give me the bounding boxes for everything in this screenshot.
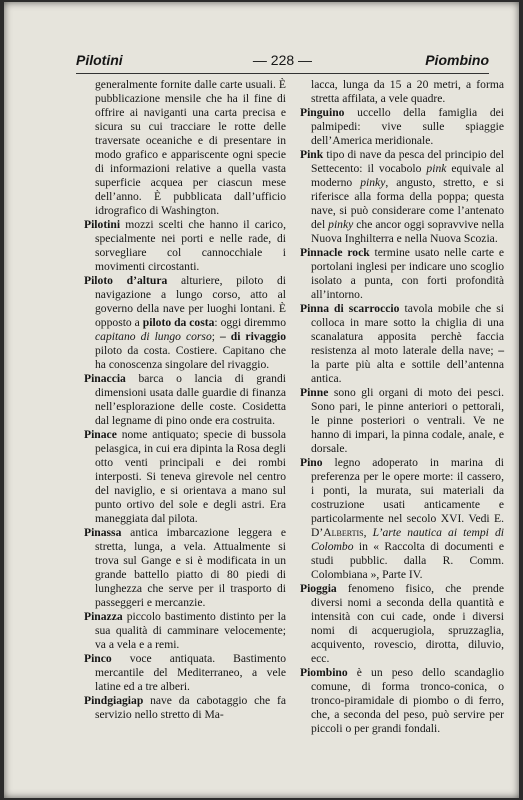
dictionary-entry [84, 78, 286, 218]
dictionary-entry [300, 666, 504, 736]
entry-italic-text: pink [426, 162, 447, 175]
dictionary-entry [300, 246, 504, 302]
entry-text: uccello della famiglia dei palmipedi: vive sulle spiaggie dell’America meridionale. [311, 106, 504, 147]
entry-text: la parte più alta e sottile dell’antenna antica. [311, 358, 504, 385]
header-right-word: Piombino [425, 52, 489, 68]
entry-headword: Pinco [84, 652, 112, 665]
running-header [76, 52, 489, 72]
entry-text: , [363, 526, 373, 539]
entry-text: lacca, lunga da 15 a 20 metri, a forma stretta affilata, a vele quadre. [311, 78, 504, 105]
entry-text: è un peso dello scandaglio comune, di forma tronco-conica, o tronco-piramidale di piombo o di ferro, che, a seconda del peso, può servire per piccoli o per grandi fondali. [311, 666, 504, 735]
dictionary-entry [300, 582, 504, 666]
dictionary-entry [84, 428, 286, 526]
header-left-word: Pilotini [76, 52, 123, 68]
entry-text: fenomeno fisico, che prende diversi nomi a seconda della quantità e intensità con cui cade, onde i diversi nomi di acquerugiola, spruzzaglia, acquivento, rovescio, dirotta, diluvio, ecc. [311, 582, 504, 665]
entry-italic-text: capitano di lungo corso [95, 330, 212, 343]
entry-headword: Pinazza [84, 610, 123, 623]
entry-headword: Pindgiagiap [84, 694, 144, 707]
dictionary-entry [300, 106, 504, 148]
entry-headword: Piloto d’altura [84, 274, 168, 287]
entry-headword: Pinna di scarroccio [300, 302, 400, 315]
entry-headword: – [498, 344, 504, 357]
right-column [300, 78, 504, 736]
entry-text: sono gli organi di moto dei pesci. Sono pari, le pinne anteriori o pettorali, le pinne posteriori o ventrali. Ve ne hanno di impari, la pinna codale, anale, e dorsale. [311, 386, 504, 455]
dictionary-entry [84, 610, 286, 652]
dictionary-entry [300, 148, 504, 246]
entry-headword: Piombino [300, 666, 348, 679]
entry-text: generalmente fornite dalle carte usuali. È pubblicazione mensile che ha il fine di offrire ai naviganti una carta precisa e sicura su cui tracciare le rotte delle traversate oceaniche e di presentare in modo grafico e appariscente ogni specie di informazioni relative a quella vasta superficie acquea per ciascun mese dell’anno. È pubblicata dall’ufficio idrografico di Washington. [95, 78, 286, 217]
entry-headword: – di rivaggio [219, 330, 286, 343]
dictionary-entry [84, 274, 286, 372]
dictionary-entry [84, 372, 286, 428]
entry-text: legno adoperato in marina di preferenza per le opere morte: il cassero, i ponti, la murata, sui materiali da costruzione usati anticamente e particolarmente nel secolo XVI. Vedi E. D’ [311, 456, 504, 539]
entry-headword: Pinace [84, 428, 117, 441]
entry-text: mozzi scelti che hanno il carico, specialmente nei porti e nelle rade, di sorvegliare col cannocchiale i movimenti circostanti. [95, 218, 286, 273]
book-page [4, 2, 519, 798]
dictionary-entry [84, 526, 286, 610]
entry-text: in « Raccolta di documenti e studi pubblic. dalla R. Comm. Colombiana », Parte IV. [311, 540, 504, 581]
entry-text: equivale al moderno [311, 162, 504, 189]
entry-italic-text: pinky [360, 176, 386, 189]
entry-headword: piloto da costa [142, 316, 215, 329]
dictionary-entry [300, 386, 504, 456]
entry-headword: Pinne [300, 386, 329, 399]
entry-text: alturiere, piloto di navigazione a lungo corso, atto al governo della nave per luoghi lontani. È opposto a [95, 274, 286, 329]
entry-italic-text: L’arte nautica ai tempi di Colombo [311, 526, 505, 553]
entry-headword: Pinguino [300, 106, 345, 119]
entry-italic-text: pinky [328, 218, 354, 231]
entry-headword: Pino [300, 456, 323, 469]
entry-text: voce antiquata. Bastimento mercantile del Mediterraneo, a vele latine ed a tre alberi. [95, 652, 286, 693]
dictionary-entry [84, 694, 286, 722]
entry-smallcaps-text: Albertis [323, 526, 364, 539]
entry-headword: Pilotini [84, 218, 121, 231]
dictionary-entry [84, 652, 286, 694]
entry-text: piloto da costa. Costiere. Capitano che ha conoscenza singolare del rivaggio. [95, 344, 286, 371]
dictionary-entry [84, 218, 286, 274]
entry-headword: Pink [300, 148, 324, 161]
entry-text: ; [211, 330, 220, 343]
entry-text: nome antiquato; specie di bussola pelasgica, in cui era dipinta la Rosa degli otto venti principali e dei rombi interposti. Si teneva girevole nel centro del naviglio, e si orientava a mano sul punto ortivo del sole e degli astri. Era maneggiata dal pilota. [95, 428, 286, 525]
entry-text: tipo di nave da pesca del principio del Settecento: il vocabolo [311, 148, 504, 175]
entry-headword: Pinassa [84, 526, 122, 539]
entry-text: antica imbarcazione leggera e stretta, lunga, a vela. Attualmente si trova sul Gange e si è modificata in un grande battello piatto di 80 piedi di lunghezza che serve per il trasporto di passeggeri e mercanzie. [95, 526, 286, 609]
entry-headword: Pinaccia [84, 372, 126, 385]
entry-headword: Pioggia [300, 582, 337, 595]
left-column [84, 78, 286, 722]
header-rule [76, 73, 489, 74]
entry-text: termine usato nelle carte e portolani inglesi per indicare uno scoglio isolato a punta, con forti profondità all’intorno. [311, 246, 504, 301]
entry-headword: Pinnacle rock [300, 246, 370, 259]
dictionary-entry [300, 456, 504, 582]
entry-text: nave da cabotaggio che fa servizio nello stretto di Ma- [95, 694, 286, 721]
dictionary-entry [300, 78, 504, 106]
dictionary-entry [300, 302, 504, 386]
entry-text: , angusto, stretto, e si riferisce alla forma della poppa; questa nave, si può considerare come l’antenato del [311, 176, 504, 231]
entry-text: barca o lancia di grandi dimensioni usata dalle guardie di finanza nell’esplorazione delle coste. Cosidetta dal legname di pino onde era costruita. [95, 372, 286, 427]
entry-text: : oggi diremmo [214, 316, 286, 329]
entry-text: piccolo bastimento distinto per la sua qualità di camminare velocemente; va a vela e a remi. [95, 610, 286, 651]
page-number: — 228 — [252, 52, 313, 68]
entry-text: che ancor oggi sopravvive nella Nuova Inghilterra e nella Nuova Scozia. [311, 218, 505, 245]
entry-text: tavola mobile che si colloca in mare sotto la chiglia di una scanalatura apposita perchè faccia resistenza al moto laterale della nave; [311, 302, 504, 357]
